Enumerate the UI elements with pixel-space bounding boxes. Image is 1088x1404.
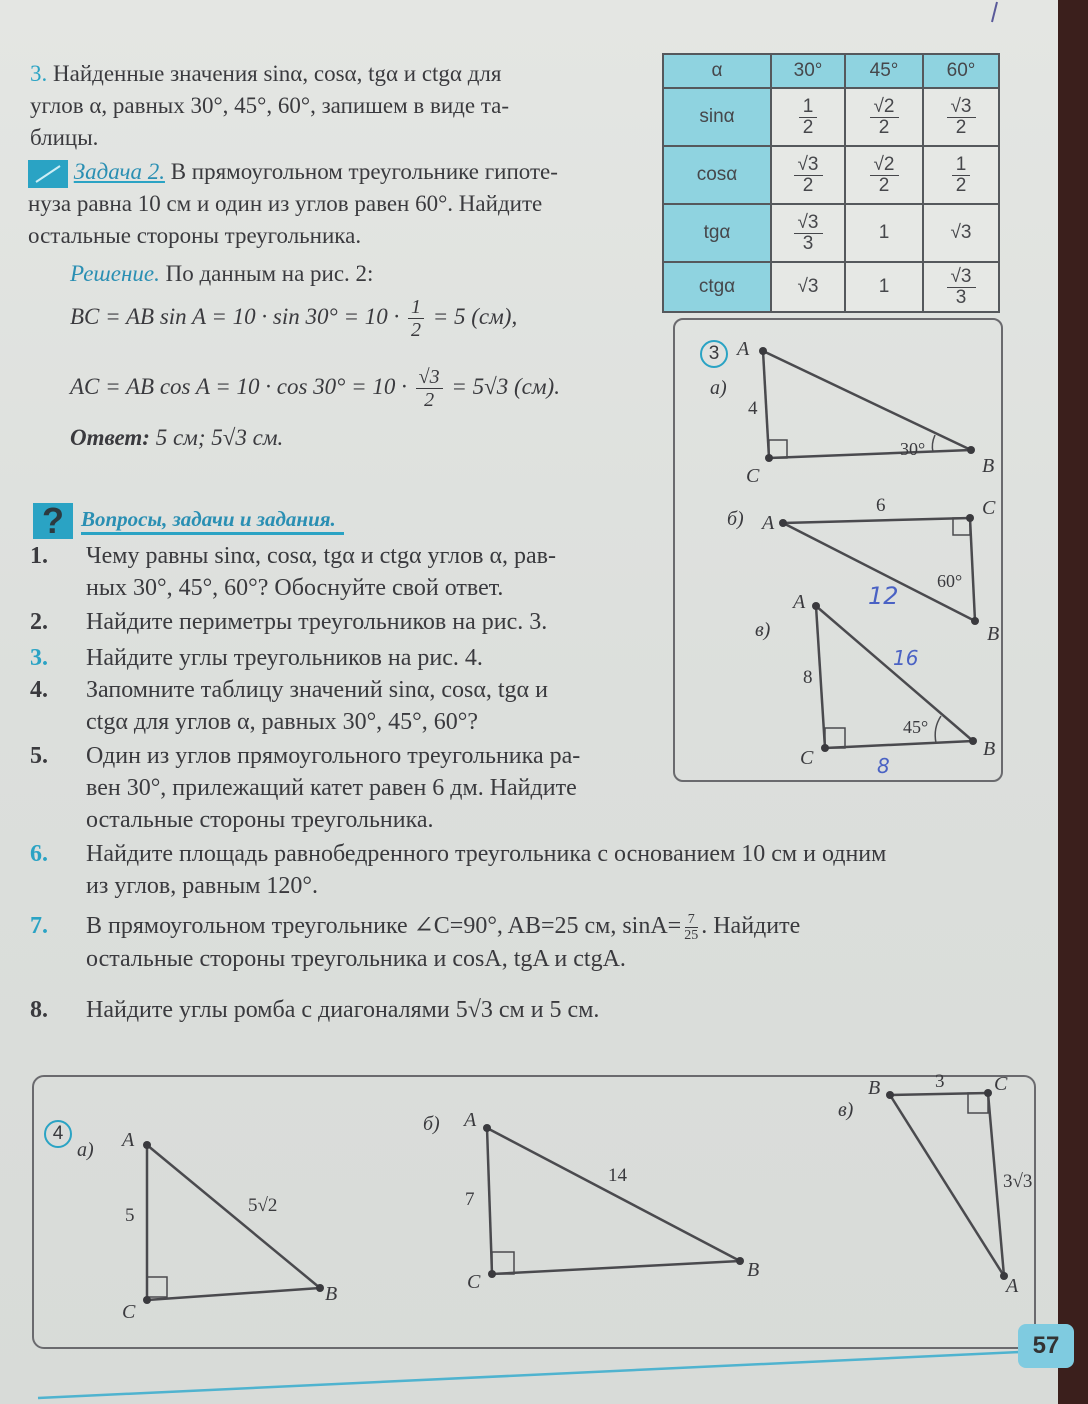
table-header-cell: 60°	[923, 54, 999, 88]
fig3c-handwritten-leg: 8	[877, 754, 890, 778]
table-header-cell: 30°	[771, 54, 845, 88]
fig3a-vertex-a: A	[737, 338, 750, 360]
fig3c-vertex-c: C	[800, 747, 814, 769]
questions-section-header	[33, 500, 344, 541]
fig3c-angle-b: 45°	[903, 717, 929, 737]
fig3b-side-ac: 6	[876, 495, 886, 516]
fig4c-side-bc: 3	[935, 1071, 945, 1092]
solution-label: Решение.	[70, 261, 160, 286]
fig4b-label: б)	[423, 1113, 440, 1135]
fig3c-side-ac: 8	[803, 667, 813, 688]
figure-3-number-badge: 3	[700, 340, 728, 368]
fig4c-side-ca: 3√3	[1003, 1171, 1033, 1192]
intro-number: 3.	[30, 61, 48, 86]
answer-label: Ответ:	[70, 425, 150, 450]
table-row: tgα $\frac{√3}{3}$ 1 √3	[663, 204, 999, 262]
pen-mark	[985, 0, 1005, 25]
figure-4-number-badge: 4	[44, 1120, 72, 1148]
questions-section-title: Вопросы, задачи и задания.	[81, 507, 344, 535]
fig4b-vertex-a: A	[464, 1109, 477, 1131]
question-item: 1. Чему равны sinα, cosα, tgα и ctgα углов α, рав- ных 30°, 45°, 60°? Обоснуйте свой ответ.	[30, 543, 557, 601]
footer-rule	[0, 1340, 1030, 1404]
fig4a-vertex-c: C	[122, 1301, 136, 1323]
fig3c-vertex-a: A	[793, 591, 806, 613]
page-edge-background	[1058, 0, 1088, 1404]
fig4b-vertex-c: C	[467, 1271, 481, 1293]
task-pencil-icon	[28, 160, 68, 188]
fig4b-vertex-b: B	[747, 1259, 760, 1281]
fig3b-handwritten-hypotenuse: 12	[868, 582, 899, 610]
fig3b-vertex-b: B	[987, 623, 1000, 645]
fig3a-label: а)	[710, 377, 727, 399]
fig3a-angle-b: 30°	[900, 439, 926, 459]
fig3c-vertex-b: B	[983, 738, 996, 760]
fig4c-label: в)	[838, 1099, 854, 1121]
question-item: 2. Найдите периметры треугольников на рис. 3.	[30, 609, 548, 635]
question-item: 5. Один из углов прямоугольного треугольника ра- вен 30°, прилежащий катет равен 6 дм. Найдите остальные стороны треугольника.	[30, 743, 581, 833]
fig4c-vertex-c: C	[994, 1073, 1008, 1095]
answer: Ответ: 5 см; 5√3 см.	[70, 425, 284, 450]
trig-values-table	[662, 53, 1000, 313]
table-row: ctgα √3 1 $\frac{√3}{3}$	[663, 262, 999, 312]
question-item: 8. Найдите углы ромба с диагоналями 5√3 см и 5 см.	[30, 997, 600, 1023]
page-number: 57	[1018, 1324, 1074, 1368]
equation-ac: AC = AB cos A = 10 · cos 30° = 10 · $\frac{√3}{2}$ = 5√3 (см).	[70, 366, 560, 411]
fig3c-label: в)	[755, 619, 771, 641]
task-2-label: Задача 2.	[73, 159, 165, 184]
question-item: 6. Найдите площадь равнобедренного треугольника с основанием 10 см и одним из углов, равным 120°.	[30, 841, 887, 899]
question-item: 7. В прямоугольном треугольнике ∠C=90°, AB=25 см, sinA= $\frac{7}{25}$ . Найдите остальные стороны треугольника и cosA, tgA и ctgA.	[30, 911, 801, 972]
fig3a-vertex-c: C	[746, 465, 760, 487]
fig4a-side-ac: 5	[125, 1205, 135, 1226]
equation-bc: BC = AB sin A = 10 · sin 30° = 10 · $\frac{1}{2}$ = 5 (см),	[70, 296, 518, 341]
task-2: Задача 2. В прямоугольном треугольнике гипоте- нуза равна 10 см и один из углов равен 60°. Найдите остальные стороны треугольника.	[28, 159, 558, 248]
fig3a-side-ac: 4	[748, 398, 758, 419]
fig3b-vertex-a: A	[762, 512, 775, 534]
fig4b-side-ac: 7	[465, 1189, 475, 1210]
fig3b-angle-b: 60°	[937, 571, 963, 591]
solution-intro: Решение. По данным на рис. 2:	[70, 261, 374, 286]
table-header-cell: 45°	[845, 54, 923, 88]
fig4c-vertex-b: B	[868, 1077, 881, 1099]
fig4a-side-ab: 5√2	[248, 1195, 278, 1216]
fig4a-vertex-a: A	[122, 1129, 135, 1151]
fig3a-vertex-b: B	[982, 455, 995, 477]
question-mark-icon: ?	[33, 503, 73, 539]
fig3b-vertex-c: C	[982, 497, 996, 519]
fig4b-side-ab: 14	[608, 1165, 627, 1186]
question-item: 4. Запомните таблицу значений sinα, cosα, tgα и ctgα для углов α, равных 30°, 45°, 60°?	[30, 677, 548, 735]
fig4c-vertex-a: A	[1006, 1275, 1019, 1297]
fig3c-handwritten-hypotenuse: 16	[893, 646, 919, 670]
fig3b-label: б)	[727, 508, 744, 530]
figure-4	[0, 1060, 1060, 1360]
fig4a-label: а)	[77, 1139, 94, 1161]
table-row: sinα $\frac{1}{2}$ $\frac{√2}{2}$ $\frac{√3}{2}$	[663, 88, 999, 146]
table-row: cosα $\frac{√3}{2}$ $\frac{√2}{2}$ $\frac{1}{2}$	[663, 146, 999, 204]
question-item: 3. Найдите углы треугольников на рис. 4.	[30, 645, 483, 671]
table-header-cell: α	[663, 54, 771, 88]
intro-paragraph: 3. Найденные значения sinα, cosα, tgα и ctgα для углов α, равных 30°, 45°, 60°, запишем в виде та- блицы.	[30, 61, 510, 150]
fig4a-vertex-b: B	[325, 1283, 338, 1305]
